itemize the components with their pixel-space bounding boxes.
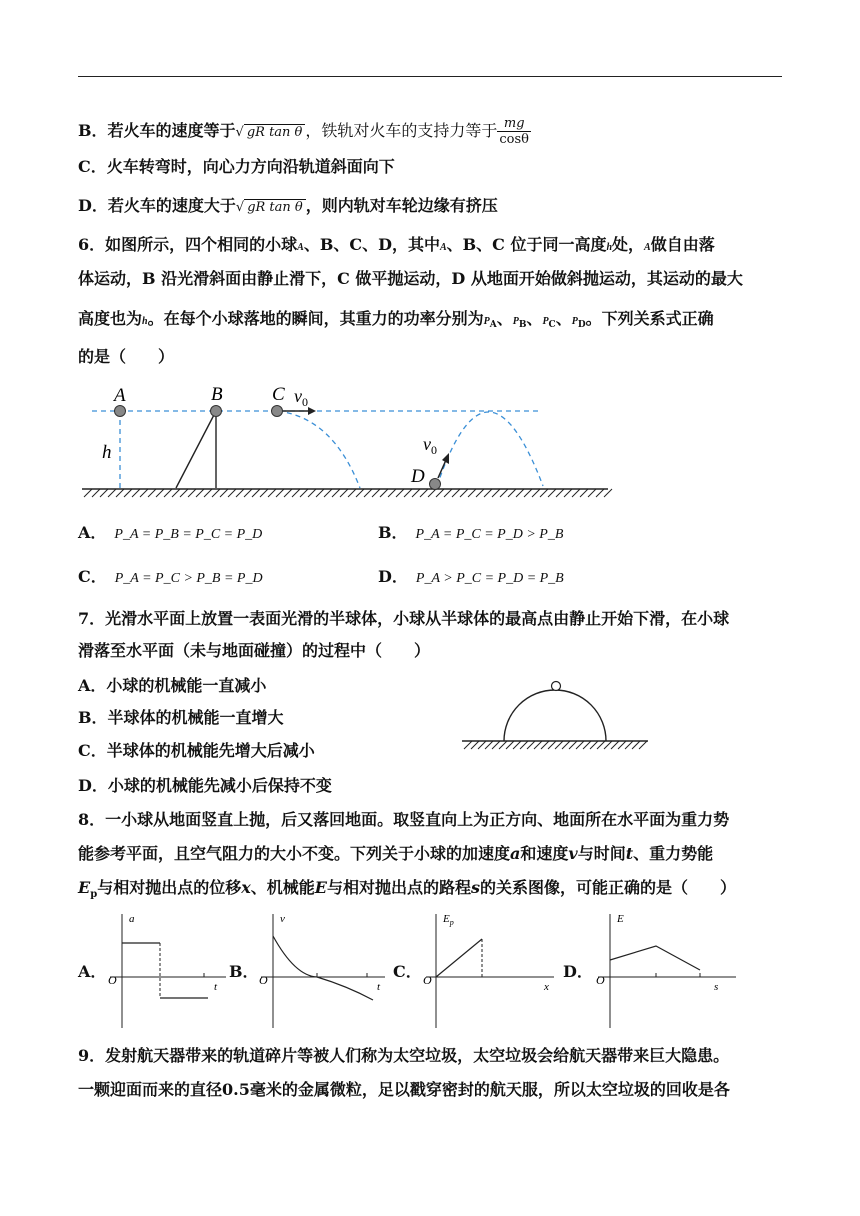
q9-line-1: 9．发射航天器带来的轨道碎片等被人们称为太空垃圾，太空垃圾会给航天器带来巨大隐患。 bbox=[78, 1046, 730, 1065]
hatch-mark bbox=[492, 741, 500, 749]
graph-c bbox=[420, 910, 560, 1032]
q8-option-a-label: A． bbox=[78, 962, 107, 981]
hatch-mark bbox=[292, 489, 300, 497]
hatch-mark bbox=[276, 489, 284, 497]
hatch-mark bbox=[520, 741, 528, 749]
hatch-mark bbox=[356, 489, 364, 497]
velocity-curve bbox=[273, 936, 373, 1000]
hatch-mark bbox=[548, 489, 556, 497]
ball-a bbox=[115, 406, 126, 417]
hatch-mark bbox=[548, 741, 556, 749]
hatch-mark bbox=[527, 741, 535, 749]
q8-option-d-label: D． bbox=[563, 962, 593, 981]
hatch-mark bbox=[499, 741, 507, 749]
label-v0-d: $v_0$ bbox=[423, 434, 437, 457]
velocity-arrow-d bbox=[438, 460, 446, 478]
q6-figure bbox=[78, 378, 618, 500]
q5-option-c: C．火车转弯时，向心力方向沿轨道斜面向下 bbox=[78, 157, 395, 176]
hatch-mark bbox=[464, 741, 472, 749]
hatch-mark bbox=[188, 489, 196, 497]
label-d: D bbox=[411, 466, 425, 487]
hatch-mark bbox=[284, 489, 292, 497]
hatch-mark bbox=[611, 741, 619, 749]
hemisphere bbox=[504, 690, 606, 741]
q7-option-a: A．小球的机械能一直减小 bbox=[78, 676, 267, 695]
hatch-mark bbox=[404, 489, 412, 497]
arrow-head-icon bbox=[308, 407, 316, 415]
hatch-mark bbox=[316, 489, 324, 497]
hatch-mark bbox=[204, 489, 212, 497]
q8-option-c-label: C． bbox=[393, 962, 422, 981]
hatch-mark bbox=[583, 741, 591, 749]
hatch-mark bbox=[260, 489, 268, 497]
hatch-mark bbox=[460, 489, 468, 497]
small-ball bbox=[552, 682, 561, 691]
hatch-mark bbox=[100, 489, 108, 497]
q8-line-3: $E_p$与相对抛出点的位移x、机械能E与相对抛出点的路程s的关系图像，可能正确的是（ ） bbox=[78, 878, 737, 901]
hatch-mark bbox=[332, 489, 340, 497]
hatch-mark bbox=[124, 489, 132, 497]
hatch-mark bbox=[590, 741, 598, 749]
hatch-mark bbox=[252, 489, 260, 497]
hatch-mark bbox=[564, 489, 572, 497]
hatch-mark bbox=[588, 489, 596, 497]
hatch-mark bbox=[196, 489, 204, 497]
hatch-mark bbox=[396, 489, 404, 497]
origin-label: O bbox=[108, 973, 117, 987]
hatch-mark bbox=[108, 489, 116, 497]
hatch-mark bbox=[516, 489, 524, 497]
ground-hatching bbox=[84, 489, 612, 497]
x-axis-label: t bbox=[214, 981, 218, 993]
hatch-mark bbox=[412, 489, 420, 497]
q8-option-b-label: B． bbox=[229, 962, 259, 981]
label-h: h bbox=[102, 442, 112, 463]
hatch-mark bbox=[524, 489, 532, 497]
hatch-mark bbox=[632, 741, 640, 749]
q6-line-3: 高度也为h。在每个小球落地的瞬间，其重力的功率分别为$P_A$、$P_B$、$P_C$、$P_D$。下列关系式正确 bbox=[78, 309, 714, 330]
label-a: A bbox=[114, 385, 126, 406]
y-axis-label: E bbox=[617, 913, 624, 925]
hatch-mark bbox=[164, 489, 172, 497]
ball-d bbox=[430, 479, 441, 490]
hatch-mark bbox=[471, 741, 479, 749]
potential-energy-line bbox=[436, 939, 482, 977]
hemisphere-figure bbox=[460, 680, 660, 750]
hatch-mark bbox=[604, 741, 612, 749]
hatch-mark bbox=[84, 489, 92, 497]
hatch-mark bbox=[132, 489, 140, 497]
hatch-mark bbox=[300, 489, 308, 497]
y-axis-label: a bbox=[129, 913, 135, 925]
hatch-mark bbox=[428, 489, 436, 497]
hatch-mark bbox=[639, 741, 647, 749]
hatch-mark bbox=[372, 489, 380, 497]
q7-option-c: C．半球体的机械能先增大后减小 bbox=[78, 741, 315, 760]
hatch-mark bbox=[212, 489, 220, 497]
hatch-mark bbox=[364, 489, 372, 497]
header-rule bbox=[78, 76, 782, 77]
mechanical-energy-line bbox=[610, 946, 700, 970]
hatch-mark bbox=[576, 741, 584, 749]
label-b: B bbox=[211, 384, 223, 405]
hatch-mark bbox=[444, 489, 452, 497]
hatch-mark bbox=[340, 489, 348, 497]
hatch-mark bbox=[380, 489, 388, 497]
hatch-mark bbox=[156, 489, 164, 497]
projectile-path-d bbox=[437, 412, 543, 486]
hatch-mark bbox=[476, 489, 484, 497]
hatch-mark bbox=[540, 489, 548, 497]
q6-option-b: B． P_A = P_C = P_D > P_B bbox=[378, 523, 564, 542]
q7-option-d: D．小球的机械能先减小后保持不变 bbox=[78, 776, 332, 795]
q7-line-1: 7．光滑水平面上放置一表面光滑的半球体，小球从半球体的最高点由静止开始下滑，在小球 bbox=[78, 609, 730, 628]
hatch-mark bbox=[556, 489, 564, 497]
graph-b bbox=[255, 910, 390, 1032]
hatch-mark bbox=[220, 489, 228, 497]
ball-c bbox=[272, 406, 283, 417]
q8-line-1: 8．一小球从地面竖直上抛，后又落回地面。取竖直向上为正方向、地面所在水平面为重力势 bbox=[78, 810, 730, 829]
hatch-mark bbox=[244, 489, 252, 497]
hatch-mark bbox=[388, 489, 396, 497]
q6-option-a: A． P_A = P_B = P_C = P_D bbox=[78, 523, 263, 542]
q5-option-d: D．若火车的速度大于√ gR tan θ ，则内轨对车轮边缘有挤压 bbox=[78, 195, 498, 219]
hatch-mark bbox=[513, 741, 521, 749]
hatch-mark bbox=[172, 489, 180, 497]
origin-label: O bbox=[259, 973, 268, 987]
origin-label: O bbox=[423, 973, 432, 987]
sqrt-expression: √ gR tan θ bbox=[236, 197, 306, 219]
hatch-mark bbox=[562, 741, 570, 749]
hatch-mark bbox=[468, 489, 476, 497]
x-axis-label: t bbox=[377, 981, 381, 993]
label-v0-c: $v_0$ bbox=[294, 386, 308, 409]
hatch-mark bbox=[92, 489, 100, 497]
hatch-mark bbox=[541, 741, 549, 749]
fraction: $\frac{mg}{\cos\theta}$ bbox=[499, 116, 530, 147]
hatch-mark bbox=[618, 741, 626, 749]
hatch-mark bbox=[268, 489, 276, 497]
hatch-mark bbox=[572, 489, 580, 497]
y-axis-label: v bbox=[280, 913, 285, 925]
hatch-mark bbox=[485, 741, 493, 749]
q7-line-2: 滑落至水平面（未与地面碰撞）的过程中（ ） bbox=[78, 641, 431, 660]
hatch-mark bbox=[140, 489, 148, 497]
hatch-mark bbox=[236, 489, 244, 497]
q6-line-4: 的是（ ） bbox=[78, 347, 175, 366]
x-axis-label: x bbox=[544, 981, 549, 993]
hatch-mark bbox=[452, 489, 460, 497]
y-axis-label: $E_p$ bbox=[443, 913, 454, 927]
hatch-mark bbox=[492, 489, 500, 497]
q6-option-d: D． P_A > P_C = P_D = P_B bbox=[378, 567, 564, 586]
hatch-mark bbox=[625, 741, 633, 749]
hatch-mark bbox=[555, 741, 563, 749]
graph-d bbox=[592, 910, 742, 1032]
incline-slope bbox=[176, 411, 216, 488]
hatch-mark bbox=[478, 741, 486, 749]
hatch-mark bbox=[506, 741, 514, 749]
hatch-mark bbox=[116, 489, 124, 497]
ground-hatching bbox=[464, 741, 647, 749]
hatch-mark bbox=[532, 489, 540, 497]
hatch-mark bbox=[308, 489, 316, 497]
sqrt-expression: √ gR tan θ bbox=[236, 122, 306, 144]
origin-label: O bbox=[596, 973, 605, 987]
hatch-mark bbox=[597, 741, 605, 749]
hatch-mark bbox=[596, 489, 604, 497]
hatch-mark bbox=[420, 489, 428, 497]
hatch-mark bbox=[500, 489, 508, 497]
q5-option-b: B．若火车的速度等于√ gR tan θ ，铁轨对火车的支持力等于 $\frac{mg}{\cos\theta}$ bbox=[78, 116, 530, 147]
hatch-mark bbox=[604, 489, 612, 497]
q6-line-1: 6．如图所示，四个相同的小球A、B、C、D，其中A、B、C 位于同一高度h处，A做自由落 bbox=[78, 235, 715, 254]
hatch-mark bbox=[484, 489, 492, 497]
hatch-mark bbox=[324, 489, 332, 497]
label-c: C bbox=[272, 384, 285, 405]
hatch-mark bbox=[436, 489, 444, 497]
graph-a bbox=[104, 910, 229, 1032]
hatch-mark bbox=[148, 489, 156, 497]
hatch-mark bbox=[508, 489, 516, 497]
projectile-path-c bbox=[278, 411, 360, 488]
hatch-mark bbox=[228, 489, 236, 497]
hatch-mark bbox=[569, 741, 577, 749]
hatch-mark bbox=[180, 489, 188, 497]
q7-option-b: B．半球体的机械能一直增大 bbox=[78, 708, 284, 727]
q8-line-2: 能参考平面，且空气阻力的大小不变。下列关于小球的加速度a和速度v与时间t、重力势能 bbox=[78, 844, 714, 863]
q9-line-2: 一颗迎面而来的直径0.5毫米的金属微粒，足以戳穿密封的航天服，所以太空垃圾的回收是各 bbox=[78, 1080, 730, 1099]
x-axis-label: s bbox=[714, 981, 719, 993]
ball-b bbox=[211, 406, 222, 417]
q6-line-2: 体运动，B 沿光滑斜面由静止滑下，C 做平抛运动，D 从地面开始做斜抛运动，其运动的最大 bbox=[78, 269, 743, 288]
hatch-mark bbox=[348, 489, 356, 497]
hatch-mark bbox=[534, 741, 542, 749]
hatch-mark bbox=[580, 489, 588, 497]
q6-option-c: C． P_A = P_C > P_B = P_D bbox=[78, 567, 263, 586]
